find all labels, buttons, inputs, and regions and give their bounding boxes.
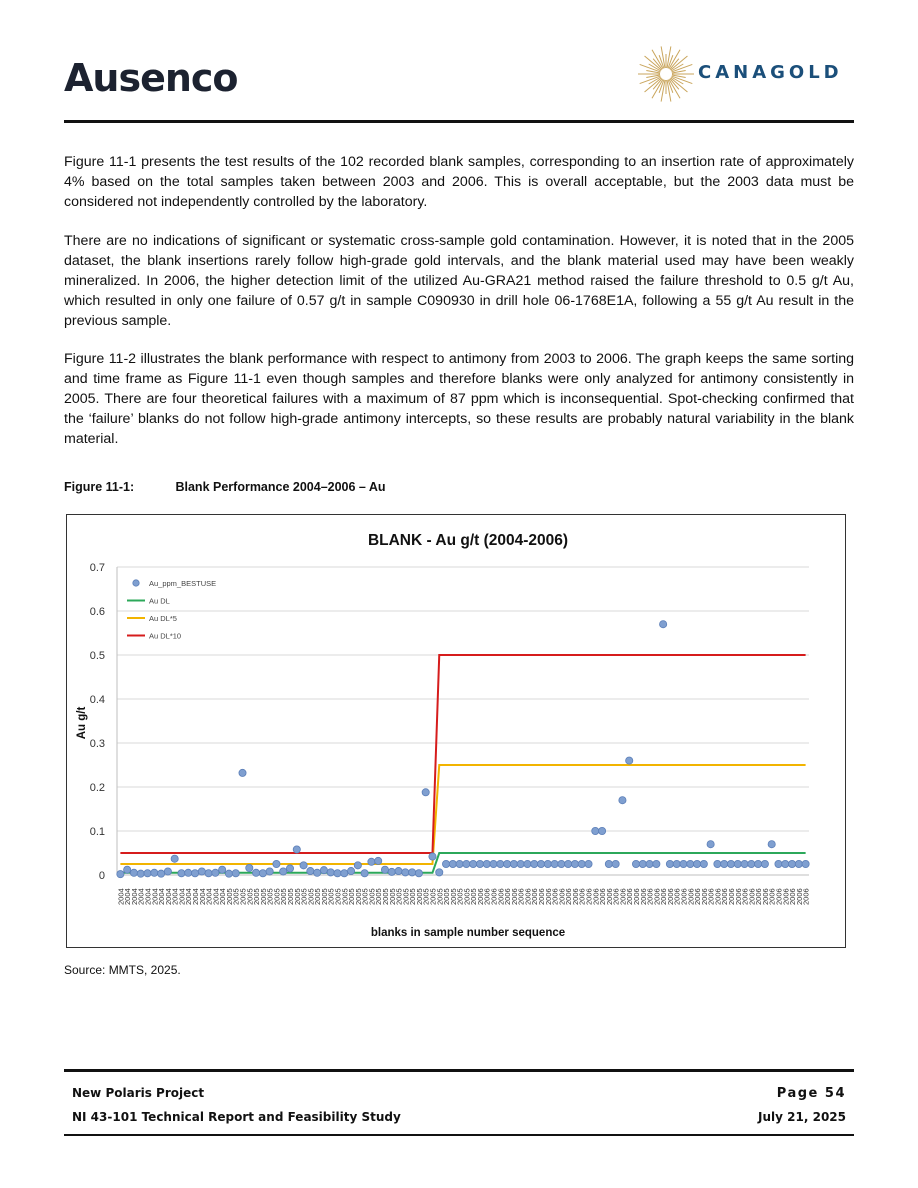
x-tick-label: 2005 <box>353 888 363 905</box>
data-point <box>707 841 714 848</box>
x-tick-label: 2005 <box>326 888 336 905</box>
x-tick-label: 2005 <box>333 888 343 905</box>
x-tick-label: 2004 <box>191 888 201 905</box>
data-point <box>300 862 307 869</box>
x-tick-label: 2004 <box>143 888 153 905</box>
x-tick-label: 2006 <box>733 888 743 905</box>
data-point <box>795 860 802 867</box>
data-point <box>578 860 585 867</box>
data-point <box>551 860 558 867</box>
legend-label: Au DL*5 <box>149 614 177 623</box>
x-tick-label: 2004 <box>150 888 160 905</box>
data-point <box>741 860 748 867</box>
x-tick-label: 2006 <box>713 888 723 905</box>
series-line-au-dl-5 <box>120 765 805 864</box>
figure-source: Source: MMTS, 2025. <box>64 963 181 977</box>
data-point <box>598 827 605 834</box>
x-tick-label: 2004 <box>177 888 187 905</box>
x-tick-label: 2006 <box>523 888 533 905</box>
x-tick-label: 2004 <box>129 888 139 905</box>
data-point <box>212 869 219 876</box>
x-tick-label: 2006 <box>516 888 526 905</box>
x-tick-label: 2006 <box>801 888 811 905</box>
x-tick-label: 2005 <box>252 888 262 905</box>
x-tick-label: 2005 <box>374 888 384 905</box>
x-tick-label: 2006 <box>503 888 513 905</box>
data-point <box>178 870 185 877</box>
x-tick-label: 2005 <box>367 888 377 905</box>
sunburst-ray <box>671 78 688 92</box>
x-tick-label: 2006 <box>509 888 519 905</box>
y-tick-label: 0.4 <box>89 694 105 706</box>
data-point <box>191 870 198 877</box>
x-tick-label: 2006 <box>611 888 621 905</box>
data-point <box>748 860 755 867</box>
data-point <box>802 860 809 867</box>
data-point <box>347 867 354 874</box>
x-tick-label: 2004 <box>211 888 221 905</box>
data-point <box>626 757 633 764</box>
x-tick-label: 2004 <box>116 888 126 905</box>
data-point <box>368 858 375 865</box>
data-point <box>341 870 348 877</box>
data-point <box>632 860 639 867</box>
sunburst-ray <box>645 78 662 92</box>
x-tick-label: 2005 <box>428 888 438 905</box>
blank-au-chart <box>67 515 845 947</box>
data-point <box>693 860 700 867</box>
x-tick-label: 2006 <box>537 888 547 905</box>
data-point <box>171 855 178 862</box>
x-tick-label: 2005 <box>421 888 431 905</box>
x-tick-label: 2004 <box>204 888 214 905</box>
sunburst-ray <box>645 56 662 70</box>
x-tick-label: 2006 <box>686 888 696 905</box>
x-tick-label: 2005 <box>265 888 275 905</box>
data-point <box>619 797 626 804</box>
x-tick-label: 2006 <box>591 888 601 905</box>
y-tick-label: 0 <box>98 870 105 882</box>
y-tick-label: 0.6 <box>89 606 105 618</box>
data-point <box>585 860 592 867</box>
figure-caption <box>64 480 386 494</box>
x-tick-label: 2005 <box>435 888 445 905</box>
x-tick-label: 2006 <box>489 888 499 905</box>
x-tick-label: 2006 <box>564 888 574 905</box>
chart-title: BLANK - Au g/t (2004-2006) <box>367 532 569 549</box>
x-tick-label: 2004 <box>157 888 167 905</box>
data-point <box>144 870 151 877</box>
data-point <box>246 864 253 871</box>
x-tick-label: 2006 <box>774 888 784 905</box>
data-point <box>524 860 531 867</box>
y-tick-label: 0.5 <box>89 650 105 662</box>
x-tick-label: 2006 <box>652 888 662 905</box>
data-point <box>483 860 490 867</box>
data-point <box>130 869 137 876</box>
data-point <box>700 860 707 867</box>
data-point <box>157 870 164 877</box>
x-tick-label: 2005 <box>469 888 479 905</box>
data-point <box>782 860 789 867</box>
footer-rule-top <box>64 1069 854 1072</box>
x-tick-label: 2006 <box>638 888 648 905</box>
data-point <box>456 860 463 867</box>
figure-number: Figure 11-1: <box>64 480 135 494</box>
data-point <box>727 860 734 867</box>
x-tick-label: 2005 <box>414 888 424 905</box>
x-tick-label: 2006 <box>598 888 608 905</box>
legend-label: Au_ppm_BESTUSE <box>149 579 217 588</box>
x-tick-label: 2004 <box>123 888 133 905</box>
data-point <box>117 871 124 878</box>
x-tick-label: 2006 <box>584 888 594 905</box>
y-axis-label: Au g/t <box>76 706 88 740</box>
data-point <box>381 866 388 873</box>
x-tick-label: 2004 <box>170 888 180 905</box>
data-point <box>612 860 619 867</box>
data-point <box>124 866 131 873</box>
legend-label: Au DL <box>149 596 170 606</box>
data-point <box>449 860 456 867</box>
x-tick-label: 2005 <box>360 888 370 905</box>
data-point <box>280 868 287 875</box>
x-tick-label: 2005 <box>292 888 302 905</box>
data-point <box>531 860 538 867</box>
ausenco-logo: Ausenco <box>64 56 238 100</box>
x-tick-label: 2006 <box>672 888 682 905</box>
x-tick-label: 2006 <box>720 888 730 905</box>
x-tick-label: 2005 <box>299 888 309 905</box>
data-point <box>361 870 368 877</box>
x-tick-label: 2006 <box>618 888 628 905</box>
data-point <box>510 860 517 867</box>
data-point <box>721 860 728 867</box>
data-point <box>490 860 497 867</box>
data-point <box>571 860 578 867</box>
x-tick-label: 2006 <box>625 888 635 905</box>
x-tick-label: 2005 <box>401 888 411 905</box>
x-tick-label: 2005 <box>286 888 295 905</box>
x-tick-label: 2006 <box>604 888 614 905</box>
x-tick-label: 2005 <box>442 888 452 905</box>
data-point <box>239 769 246 776</box>
x-tick-label: 2004 <box>197 888 207 905</box>
data-point <box>388 868 395 875</box>
x-tick-label: 2005 <box>245 888 255 905</box>
footer-page: Page 54 <box>776 1086 846 1101</box>
x-tick-label: 2005 <box>408 888 418 905</box>
y-tick-label: 0.1 <box>89 826 105 838</box>
data-point <box>429 853 436 860</box>
data-point <box>225 870 232 877</box>
data-point <box>768 841 775 848</box>
data-point <box>714 860 721 867</box>
x-tick-label: 2005 <box>347 888 357 905</box>
x-tick-label: 2006 <box>726 888 736 905</box>
data-point <box>409 869 416 876</box>
data-point <box>320 867 327 874</box>
data-point <box>544 860 551 867</box>
data-point <box>395 867 402 874</box>
legend-marker <box>133 580 139 586</box>
footer-report: NI 43-101 Technical Report and Feasibility Study <box>72 1110 401 1124</box>
x-tick-label: 2006 <box>706 888 716 905</box>
y-tick-label: 0.2 <box>89 782 105 794</box>
x-tick-label: 2005 <box>455 888 465 905</box>
data-point <box>327 869 334 876</box>
data-point <box>185 869 192 876</box>
x-tick-label: 2006 <box>475 888 485 905</box>
y-tick-label: 0.7 <box>89 562 105 574</box>
x-tick-label: 2006 <box>530 888 540 905</box>
x-tick-label: 2006 <box>760 888 770 905</box>
x-tick-label: 2005 <box>313 888 323 905</box>
x-tick-label: 2006 <box>767 888 777 905</box>
x-tick-label: 2005 <box>224 888 234 905</box>
data-point <box>775 860 782 867</box>
data-point <box>137 870 144 877</box>
data-point <box>402 869 409 876</box>
sunburst-icon <box>636 38 696 110</box>
data-point <box>334 870 341 877</box>
x-tick-label: 2005 <box>380 888 390 905</box>
x-tick-label: 2005 <box>258 888 268 905</box>
x-tick-label: 2004 <box>184 888 194 905</box>
data-point <box>517 860 524 867</box>
data-point <box>788 860 795 867</box>
data-point <box>436 869 443 876</box>
data-point <box>470 860 477 867</box>
data-point <box>646 860 653 867</box>
data-point <box>219 866 226 873</box>
chart-frame <box>66 514 846 948</box>
x-tick-label: 2006 <box>665 888 675 905</box>
data-point <box>307 867 314 874</box>
x-tick-label: 2005 <box>306 888 316 905</box>
canagold-wordmark: CANAGOLD <box>698 62 843 83</box>
data-point <box>503 860 510 867</box>
data-point <box>354 862 361 869</box>
x-tick-label: 2006 <box>543 888 553 905</box>
x-tick-label: 2006 <box>740 888 750 905</box>
x-tick-label: 2006 <box>659 888 669 905</box>
data-point <box>680 860 687 867</box>
x-tick-label: 2006 <box>645 888 655 905</box>
data-point <box>205 870 212 877</box>
data-point <box>605 860 612 867</box>
x-tick-label: 2004 <box>136 888 146 905</box>
x-tick-label: 2006 <box>693 888 703 905</box>
x-tick-label: 2006 <box>557 888 567 905</box>
x-tick-label: 2005 <box>231 888 241 905</box>
x-tick-label: 2006 <box>794 888 804 905</box>
paragraph-1: Figure 11-1 presents the test results of the 102 recorded blank samples, corresponding to an insertion rate of approximately 4% based on the total samples taken between 2003 and 2006. This is overall acceptable, but the 2003 data must be considered not independently controlled by the laboratory. <box>64 154 854 210</box>
data-point <box>198 868 205 875</box>
x-tick-label: 2006 <box>577 888 587 905</box>
x-tick-label: 2004 <box>163 888 173 905</box>
x-tick-label: 2005 <box>448 888 458 905</box>
header-rule <box>64 120 854 123</box>
x-tick-label: 2006 <box>482 888 492 905</box>
x-tick-label: 2006 <box>699 888 709 905</box>
data-point <box>653 860 660 867</box>
data-point <box>314 869 321 876</box>
paragraph-3: Figure 11-2 illustrates the blank performance with respect to antimony from 2003 to 2006. The graph keeps the same sorting and time frame as Figure 11-1 even though samples and therefore blanks were only analyzed for antimony consistently in 2005. There are four theoretical failures with a maximum of 87 ppm which is inconsequential. Spot-checking confirmed that the ‘failure’ blanks do not follow high-grade antimony intercepts, so these results are probably natural variability in the blank material. <box>64 351 854 447</box>
x-tick-label: 2005 <box>238 888 248 905</box>
data-point <box>164 868 171 875</box>
data-point <box>422 789 429 796</box>
sunburst-ray <box>671 56 688 70</box>
data-point <box>442 860 449 867</box>
series-line-au-dl-10 <box>120 655 805 853</box>
x-tick-label: 2006 <box>632 888 641 905</box>
data-point <box>476 860 483 867</box>
data-point <box>660 621 667 628</box>
data-point <box>151 869 158 876</box>
data-point <box>252 869 259 876</box>
data-point <box>755 860 762 867</box>
x-tick-label: 2005 <box>462 888 472 905</box>
x-tick-label: 2006 <box>570 888 580 905</box>
x-tick-label: 2005 <box>340 888 350 905</box>
data-point <box>463 860 470 867</box>
x-axis-label: blanks in sample number sequence <box>370 927 566 939</box>
x-tick-label: 2006 <box>788 888 798 905</box>
data-point <box>273 860 280 867</box>
x-tick-label: 2006 <box>754 888 764 905</box>
footer-project: New Polaris Project <box>72 1086 205 1100</box>
x-tick-label: 2005 <box>279 888 289 905</box>
data-point <box>232 870 239 877</box>
data-point <box>293 846 300 853</box>
data-point <box>639 860 646 867</box>
y-tick-label: 0.3 <box>89 738 105 750</box>
paragraph-2: There are no indications of significant or systematic cross-sample gold contamination. However, it is noted that in the 2005 dataset, the blank insertions rarely follow high-grade gold intervals, and the blank material used may have been weakly mineralized. In 2006, the higher detection limit of the utilized Au-GRA21 method raised the failure threshold to 0.5 g/t Au, which resulted in only one failure of 0.57 g/t in sample C090930 in drill hole 06-1768E1A, following a 55 g/t Au result in the previous sample. <box>64 233 854 329</box>
data-point <box>565 860 572 867</box>
x-tick-label: 2004 <box>218 888 228 905</box>
data-point <box>286 865 293 872</box>
data-point <box>259 870 266 877</box>
data-point <box>673 860 680 867</box>
x-tick-label: 2006 <box>496 888 506 905</box>
x-tick-label: 2006 <box>781 888 791 905</box>
data-point <box>558 860 565 867</box>
x-tick-label: 2006 <box>747 888 757 905</box>
footer-date: July 21, 2025 <box>758 1110 846 1124</box>
data-point <box>687 860 694 867</box>
figure-title: Blank Performance 2004–2006 – Au <box>175 480 386 494</box>
x-tick-label: 2006 <box>550 888 560 905</box>
data-point <box>666 860 673 867</box>
x-tick-label: 2005 <box>319 888 329 905</box>
x-tick-label: 2006 <box>679 888 689 905</box>
legend-label: Au DL*10 <box>149 631 182 641</box>
data-point <box>375 857 382 864</box>
data-point <box>734 860 741 867</box>
data-point <box>497 860 504 867</box>
footer-rule-bottom <box>64 1134 854 1136</box>
data-point <box>761 860 768 867</box>
data-point <box>415 870 422 877</box>
data-point <box>266 868 273 875</box>
canagold-logo <box>636 38 856 110</box>
x-tick-label: 2005 <box>272 888 282 905</box>
data-point <box>592 827 599 834</box>
x-tick-label: 2005 <box>394 888 404 905</box>
x-tick-label: 2005 <box>387 888 397 905</box>
data-point <box>537 860 544 867</box>
